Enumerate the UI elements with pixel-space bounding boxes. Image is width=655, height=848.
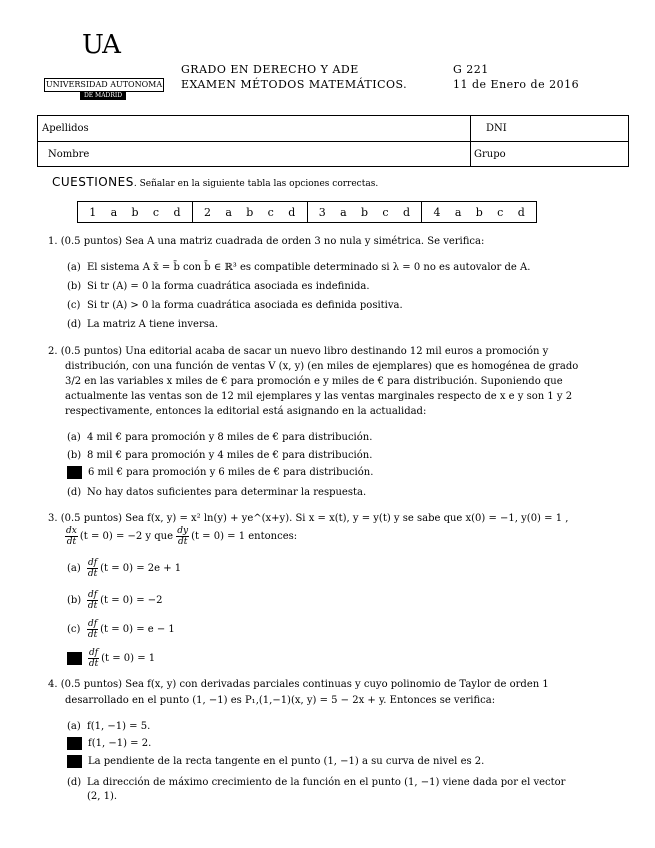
option-text: f(1, −1) = 5.: [87, 721, 151, 732]
answer-cell-3: [307, 202, 422, 222]
answer-grid: [77, 201, 537, 223]
option-label: (c): [67, 300, 81, 311]
q2-stem-line5: respectivamente, entonces la editorial está asignando en la actualidad:: [65, 406, 427, 417]
option-text: 6 mil € para promoción y 6 miles de € para distribución.: [88, 467, 374, 478]
option-text: (t = 0) = −2: [100, 595, 163, 606]
answer-option[interactable]: c: [497, 205, 504, 219]
option-label: (b): [67, 281, 82, 292]
answer-number: 2: [203, 205, 211, 219]
logo-initials: UA: [82, 30, 120, 60]
info-row-1: [38, 116, 628, 140]
exam-date: 11 de Enero de 2016: [453, 78, 580, 91]
answer-cell-2: [192, 202, 307, 222]
group-code: G 221: [453, 63, 489, 76]
answer-cell-4: [421, 202, 536, 222]
option-text: No hay datos suficientes para determinar la respuesta.: [87, 487, 367, 498]
logo-university: UNIVERSIDAD AUTONOMA: [44, 78, 164, 92]
answer-option[interactable]: a: [225, 205, 232, 219]
table-divider: [470, 116, 471, 166]
answer-number: 3: [318, 205, 326, 219]
selected-mark: [67, 652, 82, 665]
q1-option-c: [67, 299, 403, 313]
id-field[interactable]: DNI: [486, 123, 507, 134]
option-label: (c): [67, 624, 81, 635]
q3-option-c: [67, 619, 175, 640]
group-field[interactable]: Grupo: [474, 149, 506, 160]
q4-option-c: [67, 755, 484, 769]
q3-stem-line2: [65, 526, 297, 547]
option-text: El sistema A x̄ = b̄ con b̄ ∈ ℝ³ es compatible determinado si λ = 0 no es autovalor de A.: [87, 262, 531, 273]
option-label: (a): [67, 563, 81, 574]
answer-option[interactable]: d: [173, 205, 181, 219]
fraction-df-dt: $\frac{df}{dt}$: [87, 619, 98, 640]
selected-mark: [67, 466, 82, 479]
q1-option-d: [67, 318, 218, 332]
option-label: (a): [67, 432, 81, 443]
q3-stem-part3: (t = 0) = 1 entonces:: [191, 531, 298, 542]
fraction-df-dt: $\frac{df}{dt}$: [87, 590, 98, 611]
selected-mark: [67, 755, 82, 768]
q4-option-d-cont: (2, 1).: [87, 791, 118, 802]
answer-option[interactable]: c: [382, 205, 389, 219]
fraction-dx-dt: $\frac{dx}{dt}$: [66, 526, 77, 547]
answer-option[interactable]: c: [152, 205, 160, 219]
answer-option[interactable]: b: [246, 205, 254, 219]
degree-title: GRADO EN DERECHO Y ADE: [181, 63, 359, 76]
option-label: (d): [67, 777, 82, 788]
option-text: f(1, −1) = 2.: [88, 738, 152, 749]
q2-option-d: [67, 486, 366, 500]
option-text: (t = 0) = 1: [101, 653, 156, 664]
q3-stem-line1: 3. (0.5 puntos) Sea f(x, y) = x² ln(y) + ye^(x+y). Si x = x(t), y = y(t) y se sabe que x(0) = −1, y(0) = 1 ,: [48, 513, 569, 524]
answer-option[interactable]: a: [110, 205, 118, 219]
fraction-df-dt: $\frac{df}{dt}$: [88, 648, 99, 669]
answer-cell-1: [78, 202, 192, 222]
q3-option-b: [67, 590, 163, 611]
option-label: (d): [67, 487, 82, 498]
option-label: (d): [67, 319, 82, 330]
option-text: (t = 0) = 2e + 1: [100, 563, 182, 574]
logo-city: DE MADRID: [80, 92, 126, 100]
option-text: La dirección de máximo crecimiento de la función en el punto (1, −1) viene dada por el vector: [87, 777, 566, 788]
answer-option[interactable]: a: [454, 205, 462, 219]
answer-option[interactable]: b: [475, 205, 483, 219]
option-label: (a): [67, 721, 81, 732]
q1-stem: 1. (0.5 puntos) Sea A una matriz cuadrada de orden 3 no nula y simétrica. Se verifica:: [48, 236, 485, 247]
instructions-title: CUESTIONES: [52, 175, 134, 189]
q4-stem-line2: desarrollado en el punto (1, −1) es P₁,(1,−1)(x, y) = 5 − 2x + y. Entonces se verifica:: [65, 695, 496, 706]
option-text: Si tr (A) > 0 la forma cuadrática asociada es definida positiva.: [87, 300, 403, 311]
q3-stem-part2: (t = 0) = −2 y que: [79, 531, 174, 542]
option-label: (b): [67, 595, 82, 606]
q1-option-b: [67, 280, 370, 294]
selected-mark: [67, 737, 82, 750]
student-info-table: [37, 115, 629, 167]
fraction-dy-dt: $\frac{dy}{dt}$: [177, 526, 189, 547]
q2-stem-line2: distribución, con una función de ventas V (x, y) (en miles de ejemplares) que es homogénea de grado: [65, 361, 579, 372]
answer-option[interactable]: d: [288, 205, 296, 219]
surname-field[interactable]: Apellidos: [42, 123, 89, 134]
option-text: La pendiente de la recta tangente en el punto (1, −1) a su curva de nivel es 2.: [88, 756, 485, 767]
instructions: [52, 175, 378, 189]
exam-title: EXAMEN MÉTODOS MATEMÁTICOS.: [181, 78, 408, 91]
q3-option-a: [67, 558, 181, 579]
q2-option-a: [67, 431, 372, 445]
q4-option-b: [67, 737, 151, 751]
option-label: (b): [67, 450, 82, 461]
answer-number: 1: [89, 205, 97, 219]
instructions-text: . Señalar en la siguiente tabla las opciones correctas.: [133, 179, 379, 189]
q2-option-c: [67, 466, 373, 480]
q1-option-a: [67, 261, 530, 275]
q2-stem-line3: 3/2 en las variables x miles de € para promoción e y miles de € para distribución. Suponiendo que: [65, 376, 563, 387]
option-text: 8 mil € para promoción y 4 miles de € para distribución.: [87, 450, 373, 461]
q4-stem-line1: 4. (0.5 puntos) Sea f(x, y) con derivadas parciales continuas y cuyo polinomio de Taylor de orden 1: [48, 679, 549, 690]
option-text: La matriz A tiene inversa.: [87, 319, 219, 330]
option-text: (t = 0) = e − 1: [100, 624, 175, 635]
q2-stem-line4: actualmente las ventas son de 12 mil ejemplares y las ventas marginales respecto de x e y son 1 y 2: [65, 391, 573, 402]
q2-stem-line1: 2. (0.5 puntos) Una editorial acaba de sacar un nuevo libro destinando 12 mil euros a promoción y: [48, 346, 549, 357]
q4-option-d: [67, 776, 565, 790]
answer-option[interactable]: d: [402, 205, 411, 219]
option-text: 4 mil € para promoción y 8 miles de € para distribución.: [87, 432, 373, 443]
answer-option[interactable]: a: [340, 205, 347, 219]
answer-option[interactable]: b: [131, 205, 139, 219]
info-row-2: [38, 141, 628, 166]
answer-option[interactable]: d: [517, 205, 525, 219]
fraction-df-dt: $\frac{df}{dt}$: [87, 558, 98, 579]
option-text: Si tr (A) = 0 la forma cuadrática asociada es indefinida.: [87, 281, 370, 292]
answer-number: 4: [433, 205, 441, 219]
answer-option[interactable]: b: [361, 205, 369, 219]
name-field[interactable]: Nombre: [48, 149, 90, 160]
option-label: (a): [67, 262, 81, 273]
q3-option-d: [67, 648, 155, 669]
answer-option[interactable]: c: [267, 205, 274, 219]
q4-option-a: [67, 720, 150, 734]
q2-option-b: [67, 449, 372, 463]
